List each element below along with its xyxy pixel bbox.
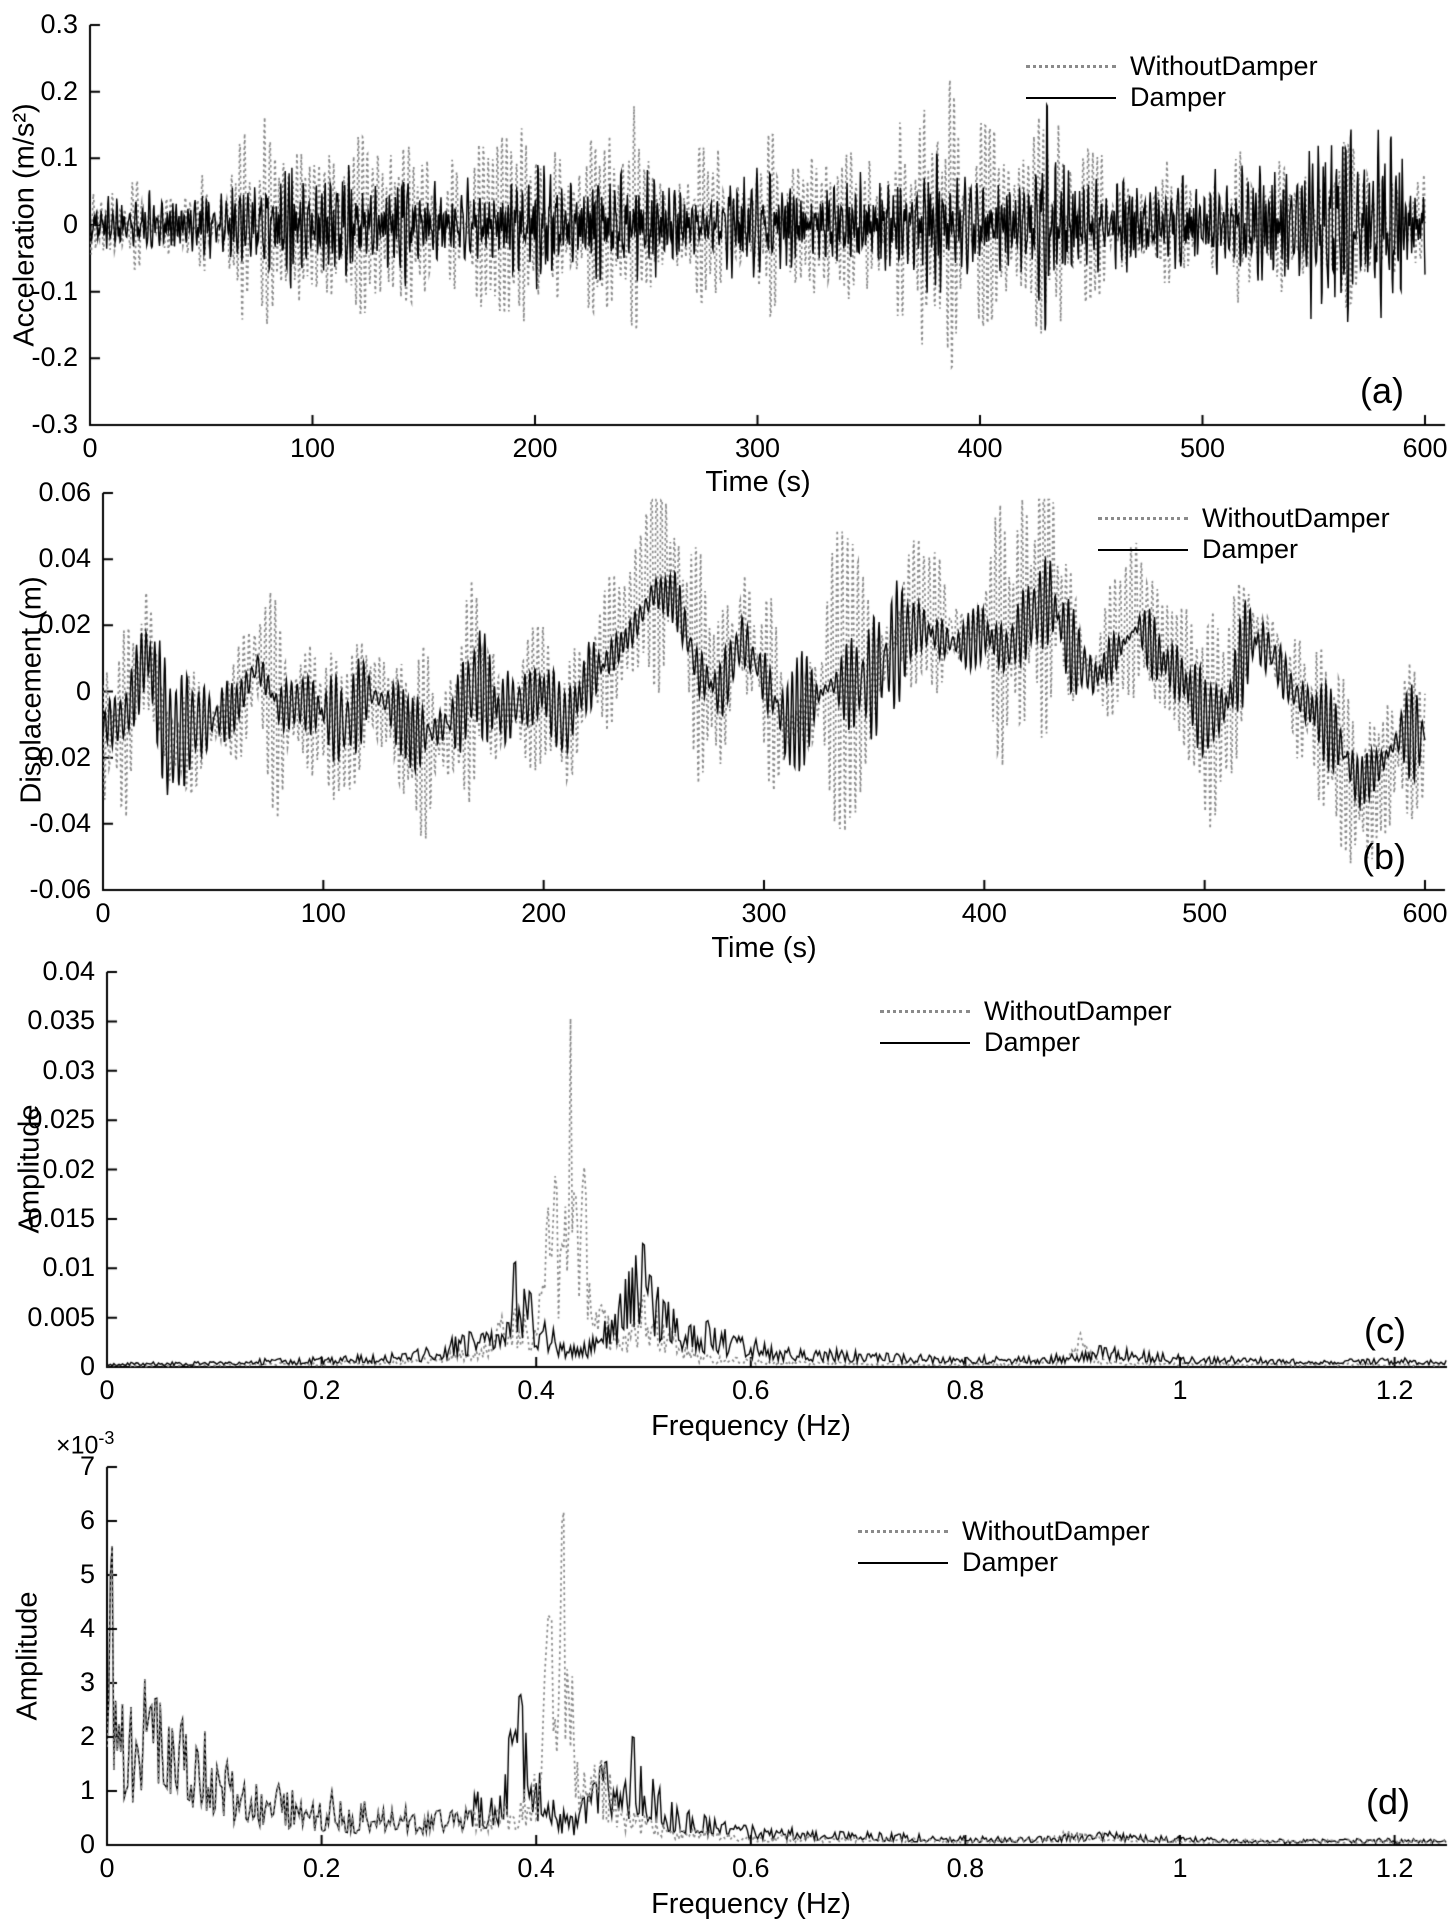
panel-letter-c: (c): [1364, 1310, 1406, 1351]
y-tick-label: -0.06: [29, 874, 91, 904]
x-tick-label: 0.4: [517, 1853, 555, 1883]
x-tick-label: 0.8: [946, 1375, 985, 1405]
legend-label: Damper: [984, 1027, 1081, 1057]
x-axis-label-a: Time (s): [705, 466, 811, 498]
panel-letter-d: (d): [1366, 1781, 1410, 1822]
legend-d: [858, 1516, 1150, 1578]
x-tick-label: 1: [1172, 1853, 1188, 1883]
y-tick-label: 0: [79, 1351, 95, 1381]
legend-label: Damper: [1202, 534, 1299, 564]
legend-item-withoutdamper: [880, 996, 1172, 1027]
x-tick-label: 1.2: [1375, 1853, 1414, 1883]
y-tick-label: 0.3: [40, 9, 78, 39]
x-tick-label: 0: [99, 1853, 115, 1883]
y-tick-label: 0.1: [40, 142, 78, 173]
x-axis-label-b: Time (s): [711, 932, 817, 964]
y-tick-label: 0.06: [38, 477, 91, 507]
x-tick-label: 1.2: [1375, 1375, 1414, 1405]
y-tick-label: 0.02: [38, 609, 91, 640]
legend-b: [1098, 503, 1390, 565]
legend-label: WithoutDamper: [984, 996, 1172, 1026]
x-axis-label-d: Frequency (Hz): [651, 1888, 851, 1920]
x-tick-label: 400: [957, 433, 1003, 463]
y-tick-label: 0: [75, 675, 91, 706]
y-tick-label: 0.02: [42, 1153, 95, 1184]
y-tick-label: -0.3: [31, 409, 78, 439]
y-tick-label: 0.01: [42, 1252, 95, 1283]
y-tick-label: -0.2: [31, 342, 78, 373]
x-tick-label: 100: [300, 898, 346, 928]
y-axis-label-d: Amplitude: [11, 1591, 44, 1721]
y-tick-label: 4: [79, 1613, 95, 1643]
y-tick-label: 0.025: [27, 1104, 95, 1135]
legend-line-solid-icon: [880, 1042, 970, 1044]
y-tick-label: 0.04: [42, 956, 95, 986]
x-tick-label: 1: [1172, 1375, 1188, 1405]
y-tick-label: 1: [79, 1775, 95, 1805]
y-axis-exponent: [56, 1428, 114, 1460]
x-tick-label: 0.2: [302, 1375, 341, 1405]
y-tick-label: -0.02: [29, 741, 91, 772]
x-tick-label: 0.8: [946, 1853, 985, 1883]
legend-line-dotted-icon: [1026, 65, 1116, 68]
legend-label: Damper: [962, 1547, 1059, 1577]
y-tick-label: 0.005: [27, 1301, 95, 1332]
y-tick-label: 2: [79, 1721, 95, 1751]
legend-item-damper: [858, 1547, 1150, 1578]
x-tick-label: 0.4: [517, 1375, 555, 1405]
y-axis-label-c: Amplitude: [13, 1104, 46, 1234]
y-tick-label: 7: [79, 1451, 95, 1481]
x-tick-label: 600: [1402, 898, 1448, 928]
x-tick-label: 0: [95, 898, 111, 928]
x-tick-label: 600: [1402, 433, 1448, 463]
legend-label: Damper: [1130, 82, 1227, 112]
x-tick-label: 0.6: [732, 1375, 770, 1405]
legend-item-damper: [880, 1027, 1172, 1058]
x-tick-label: 200: [512, 433, 558, 463]
legend-item-withoutdamper: [1026, 51, 1318, 82]
legend-c: [880, 996, 1172, 1058]
exponent-power: -3: [98, 1428, 115, 1448]
y-tick-label: -0.04: [29, 807, 91, 838]
legend-item-damper: [1098, 534, 1390, 565]
legend-item-withoutdamper: [858, 1516, 1150, 1547]
x-tick-label: 500: [1179, 433, 1226, 463]
y-tick-label: 0.2: [40, 75, 78, 106]
legend-item-withoutdamper: [1098, 503, 1390, 534]
legend-line-solid-icon: [1026, 97, 1116, 99]
x-tick-label: 0.2: [302, 1853, 341, 1883]
y-tick-label: -0.1: [31, 275, 78, 306]
panel-letter-b: (b): [1362, 836, 1406, 877]
x-tick-label: 0: [82, 433, 98, 463]
x-tick-label: 0.6: [732, 1853, 770, 1883]
panel-letter-a: (a): [1360, 370, 1404, 411]
exponent-base: ×10: [56, 1431, 99, 1460]
x-tick-label: 300: [741, 898, 787, 928]
x-tick-label: 100: [289, 433, 336, 463]
legend-label: WithoutDamper: [962, 1516, 1150, 1546]
x-tick-label: 400: [961, 898, 1007, 928]
y-axis-label-b: Displacement (m): [15, 576, 48, 804]
y-tick-label: 3: [79, 1667, 95, 1697]
x-axis-label-c: Frequency (Hz): [651, 1410, 851, 1442]
legend-line-dotted-icon: [1098, 517, 1188, 520]
x-tick-label: 200: [521, 898, 567, 928]
y-tick-label: 0.035: [27, 1005, 95, 1036]
legend-label: WithoutDamper: [1202, 503, 1390, 533]
y-tick-label: 0.015: [27, 1202, 95, 1233]
x-tick-label: 0: [99, 1375, 115, 1405]
legend-line-solid-icon: [858, 1562, 948, 1564]
y-tick-label: 0: [62, 209, 78, 239]
legend-line-solid-icon: [1098, 549, 1188, 551]
legend-line-dotted-icon: [858, 1530, 948, 1533]
legend-item-damper: [1026, 82, 1318, 113]
y-tick-label: 0.03: [42, 1054, 95, 1085]
legend-label: WithoutDamper: [1130, 51, 1318, 81]
y-axis-label-a: Acceleration (m/s²): [8, 103, 41, 347]
y-tick-label: 5: [79, 1559, 95, 1589]
legend-line-dotted-icon: [880, 1010, 970, 1013]
x-tick-label: 300: [734, 433, 781, 463]
y-tick-label: 0.04: [38, 543, 91, 574]
y-tick-label: 0: [79, 1829, 95, 1859]
x-tick-label: 500: [1182, 898, 1228, 928]
legend-a: [1026, 51, 1318, 113]
y-tick-label: 6: [79, 1505, 95, 1535]
